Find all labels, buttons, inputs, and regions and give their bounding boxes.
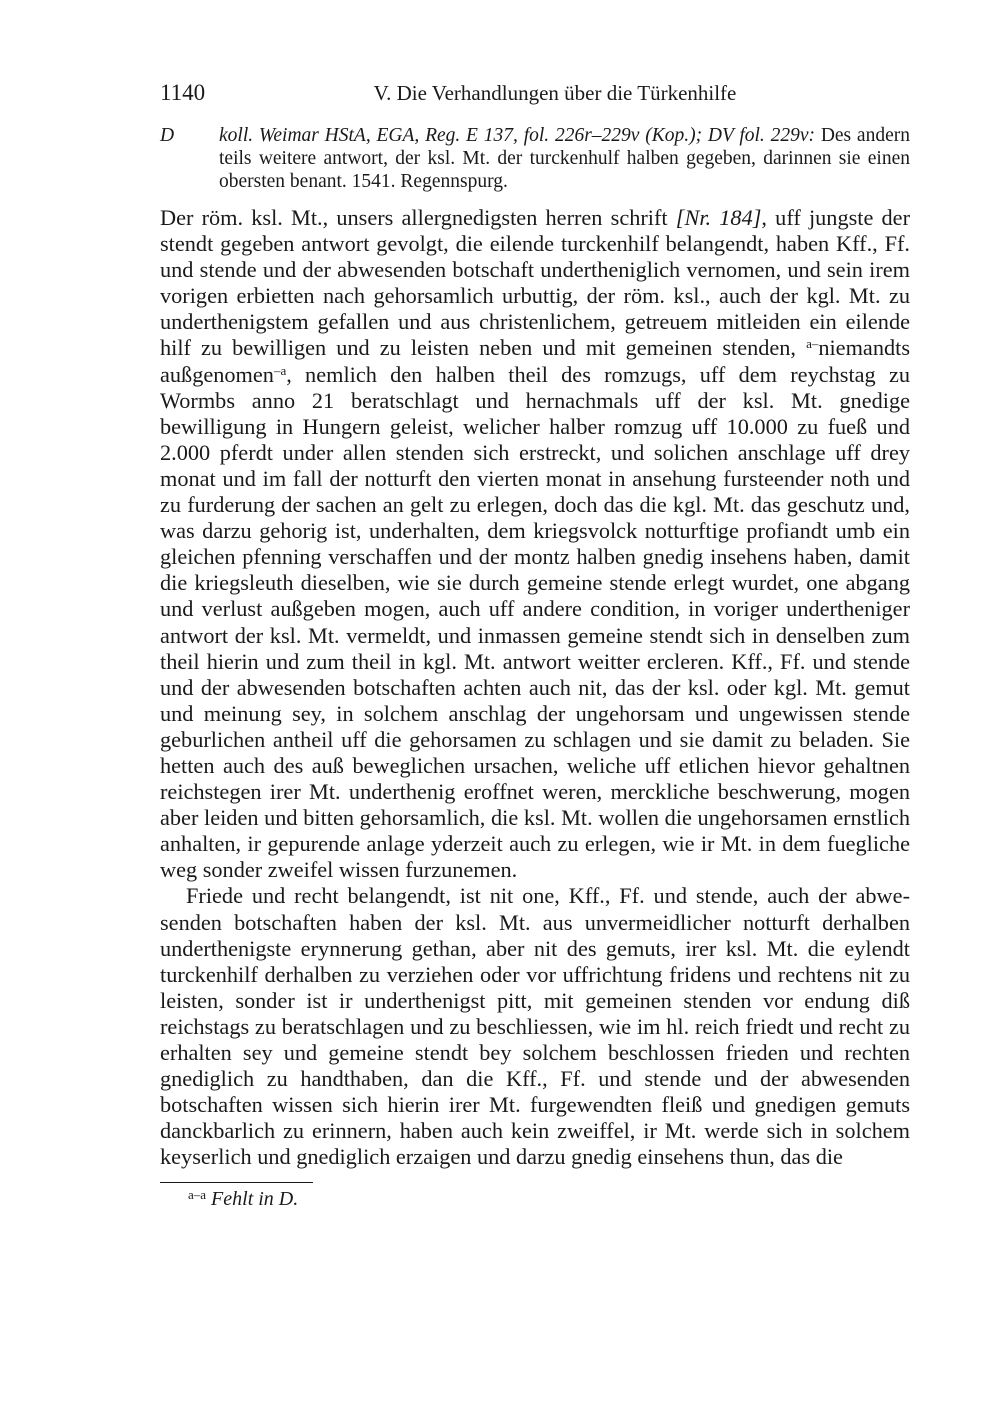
source-siglum: D — [160, 125, 175, 146]
paragraph-1-part-2: , uff jungste der stendt gegeben antwort gevolgt, die eilende turckenhilf belangendt, haben Kff., Ff. und stende und der abwesenden botschaft undertheniglich vernomen, und sein irem vorigen erbietten nach gehorsamlich urbuttig, der röm. ksl., auch der kgl. Mt. zu underthenigstem gefallen und aus christenlichem, getreuem mitleiden ein eilende hilf zu bewilligen und zu leisten neben und mit gemeinen stenden, — [160, 205, 911, 361]
source-note — [160, 124, 910, 193]
footnote-mark-open: a– — [806, 336, 819, 352]
footnote-text: Fehlt in D. — [211, 1188, 299, 1211]
paragraph-1 — [160, 205, 910, 883]
running-title: V. Die Verhandlungen über die Türkenhilfe — [373, 81, 737, 105]
footnote-rule — [160, 1182, 313, 1183]
paragraph-1-part-1: Der röm. ksl. Mt., unsers allergnedigsten herren schrift — [160, 205, 676, 230]
paragraph-2: Friede und recht belangendt, ist nit one, Kff., Ff. und stende, auch der abwesenden botschaften haben der ksl. Mt. aus unvermeidlicher notturft derhalben underthenigste erynnerung gethan, aber nit des gemuts, irer ksl. Mt. die eylendt turckenhilf derhalben zu verziehen oder vor uffrichtung fridens und rechtens nit zu leisten, sonder ist ir underthenigst pitt, mit gemeinen stenden vor endung diß reichstags zu beratschlagen und zu beschliessen, wie im hl. reich friedt und recht zu erhalten sey und gemeine stendt bey solchem beschlossen frieden und rechten gnediglich zu handthaben, dan die Kff., Ff. und stende und der abwesenden botschaften wissen sich hierin irer Mt. furgewendten fleiß und gnedigen gemuts danckbarlich zu erinnern, haben auch kein zweiffel, ir Mt. werde sich in solchem keyserlich und gnediglich erzaigen und darzu gnedig einsehens thun, das die — [160, 883, 910, 1170]
footnoted-phrase: niemandts außgenomen — [160, 335, 910, 387]
main-text — [160, 205, 910, 1170]
source-text: Des andern teils weitere antwort, der ksl. Mt. der turckenhulf halben gegeben, darinnen sie einen obersten benant. 1541. Regennspurg. — [219, 125, 910, 192]
page — [160, 78, 910, 1211]
footnote — [160, 1187, 910, 1211]
footnote-label: a–a — [188, 1187, 207, 1203]
page-header — [160, 78, 910, 108]
source-reference: koll. Weimar HStA, EGA, Reg. E 137, fol. 226r–229v (Kop.); DV fol. 229v: — [219, 125, 815, 146]
paragraph-1-part-3: , nemlich den halben theil des romzugs, uff dem reychstag zu Wormbs anno 21 beratschlagt und hernachmals uff der ksl. Mt. gnedige bewilligung in Hungern geleist, welicher halber romzug uff 10.000 zu fueß und 2.000 pferdt under allen stenden sich erstreckt, und solichen anschlage uff drey monat und im fall der notturft den vierten monat in ansehung fursteender noth und zu furderung der sachen an gelt zu erlegen, doch das die kgl. Mt. das geschutz und, was darzu gehorig ist, underhalten, dem kriegsvolck notturftige profiandt umb ein gleichen pfenning verschaffen und der montz halben gnedig insehens haben, damit die kriegsleuth dieselben, wie sie durch gemeine stende erlegt wurdet, one abgang und verlust außgeben mogen, auch uff andere condition, in voriger undertheniger antwort der ksl. Mt. vermeldt, und inmassen gemeine stendt sich in denselben zum theil hierin und zum theil in kgl. Mt. antwort weitter ercleren. Kff., Ff. und stende und der abwesenden botschaften achten auch nit, das der ksl. oder kgl. Mt. gemut und meinung sey, in solchem anschlag der ungehorsam und ungewissen stende geburlichen antheil uff die gehorsamen zu schlagen und sie damit zu beladen. Sie hetten auch des auß beweglichen ursachen, weliche uff etlichen hievor gehaltnen reichstegen irer Mt. underthenig eroffnet weren, merckliche beschwerung, mogen aber leiden und bitten gehorsamlich, die ksl. Mt. wollen die ungehorsamen ernstlich anhalten, ir gepurende anlage yderzeit auch zu erlegen, wie ir Mt. in dem fuegliche weg sonder zweifel wissen furzunemen. — [160, 361, 910, 883]
page-number: 1140 — [160, 80, 206, 105]
document-reference: [Nr. 184] — [675, 205, 762, 230]
footnote-mark-close: –a — [273, 362, 287, 378]
